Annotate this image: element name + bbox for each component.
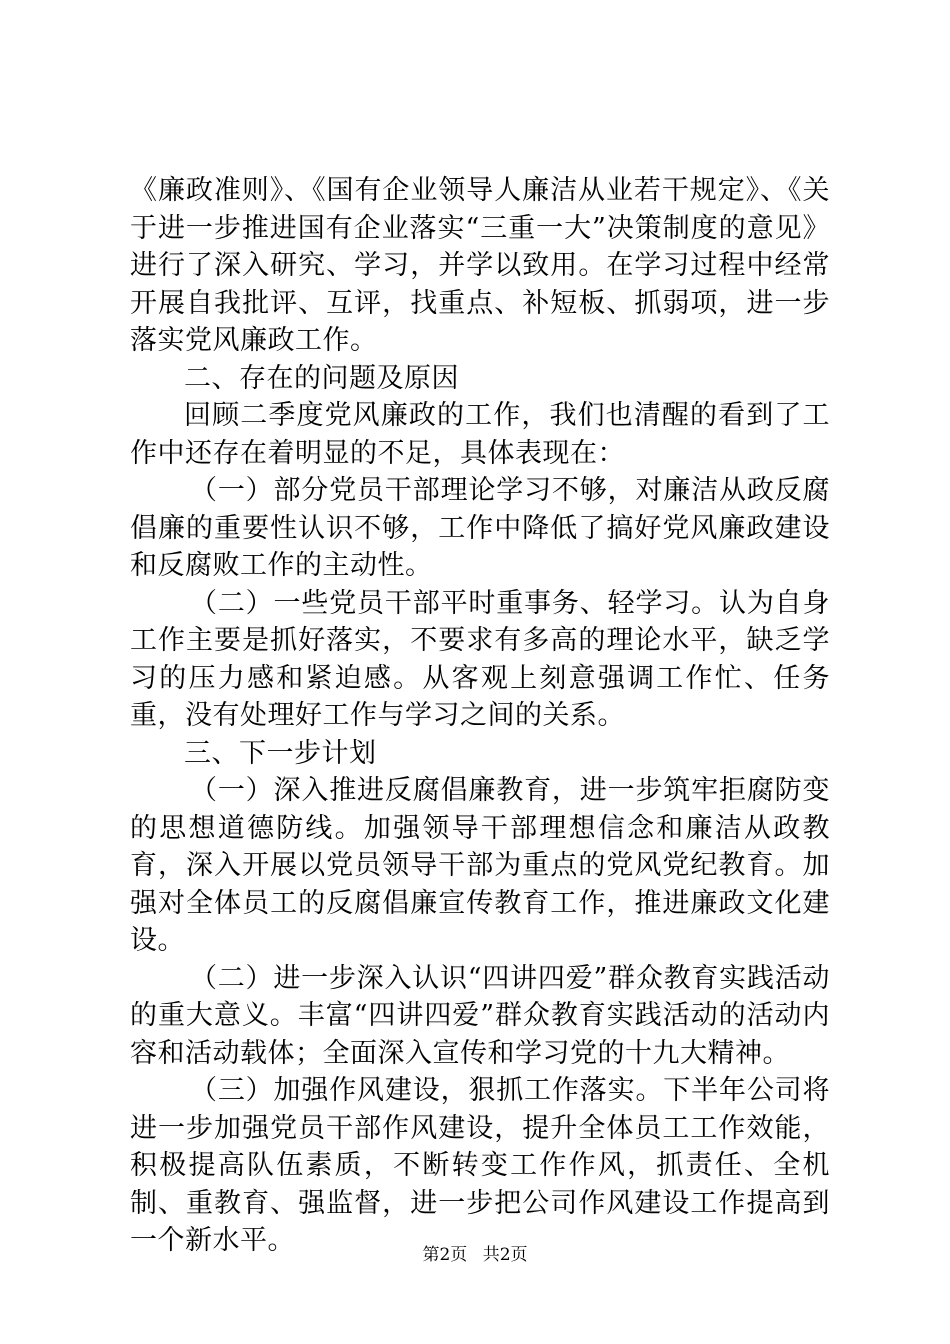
paragraph-problem-1: （一）部分党员干部理论学习不够，对廉洁从政反腐倡廉的重要性认识不够，工作中降低了搞好党风廉政建设和反腐败工作的主动性。 [130, 475, 830, 581]
page-footer [0, 1244, 950, 1266]
page-number: 第2页 [422, 1245, 468, 1265]
document-body [130, 172, 830, 1260]
paragraph-continued: 《廉政准则》、《国有企业领导人廉洁从业若干规定》、《关于进一步推进国有企业落实“三重一大”决策制度的意见》进行了深入研究、学习，并学以致用。在学习过程中经常开展自我批评、互评，找重点、补短板、抓弱项，进一步落实党风廉政工作。 [130, 175, 830, 356]
paragraph-review: 回顾二季度党风廉政的工作，我们也清醒的看到了工作中还存在着明显的不足，具体表现在： [130, 400, 830, 469]
section-heading-next-steps: 三、下一步计划 [184, 737, 377, 769]
paragraph-problem-2: （二）一些党员干部平时重事务、轻学习。认为自身工作主要是抓好落实，不要求有多高的理论水平，缺乏学习的压力感和紧迫感。从客观上刻意强调工作忙、任务重，没有处理好工作与学习之间的关系。 [130, 587, 830, 731]
section-heading-problems: 二、存在的问题及原因 [184, 362, 459, 394]
paragraph-plan-3: （三）加强作风建设，狠抓工作落实。下半年公司将进一步加强党员干部作风建设，提升全体员工工作效能，积极提高队伍素质，不断转变工作作风，抓责任、全机制、重教育、强监督，进一步把公司作风建设工作提高到一个新水平。 [130, 1075, 830, 1256]
paragraph-plan-2: （二）进一步深入认识“四讲四爱”群众教育实践活动的重大意义。丰富“四讲四爱”群众教育实践活动的活动内容和活动载体；全面深入宣传和学习党的十九大精神。 [130, 962, 830, 1069]
paragraph-plan-1: （一）深入推进反腐倡廉教育，进一步筑牢拒腐防变的思想道德防线。加强领导干部理想信念和廉洁从政教育，深入开展以党员领导干部为重点的党风党纪教育。加强对全体员工的反腐倡廉宣传教育工作，推进廉政文化建设。 [130, 775, 830, 956]
page-total: 共2页 [482, 1245, 528, 1265]
